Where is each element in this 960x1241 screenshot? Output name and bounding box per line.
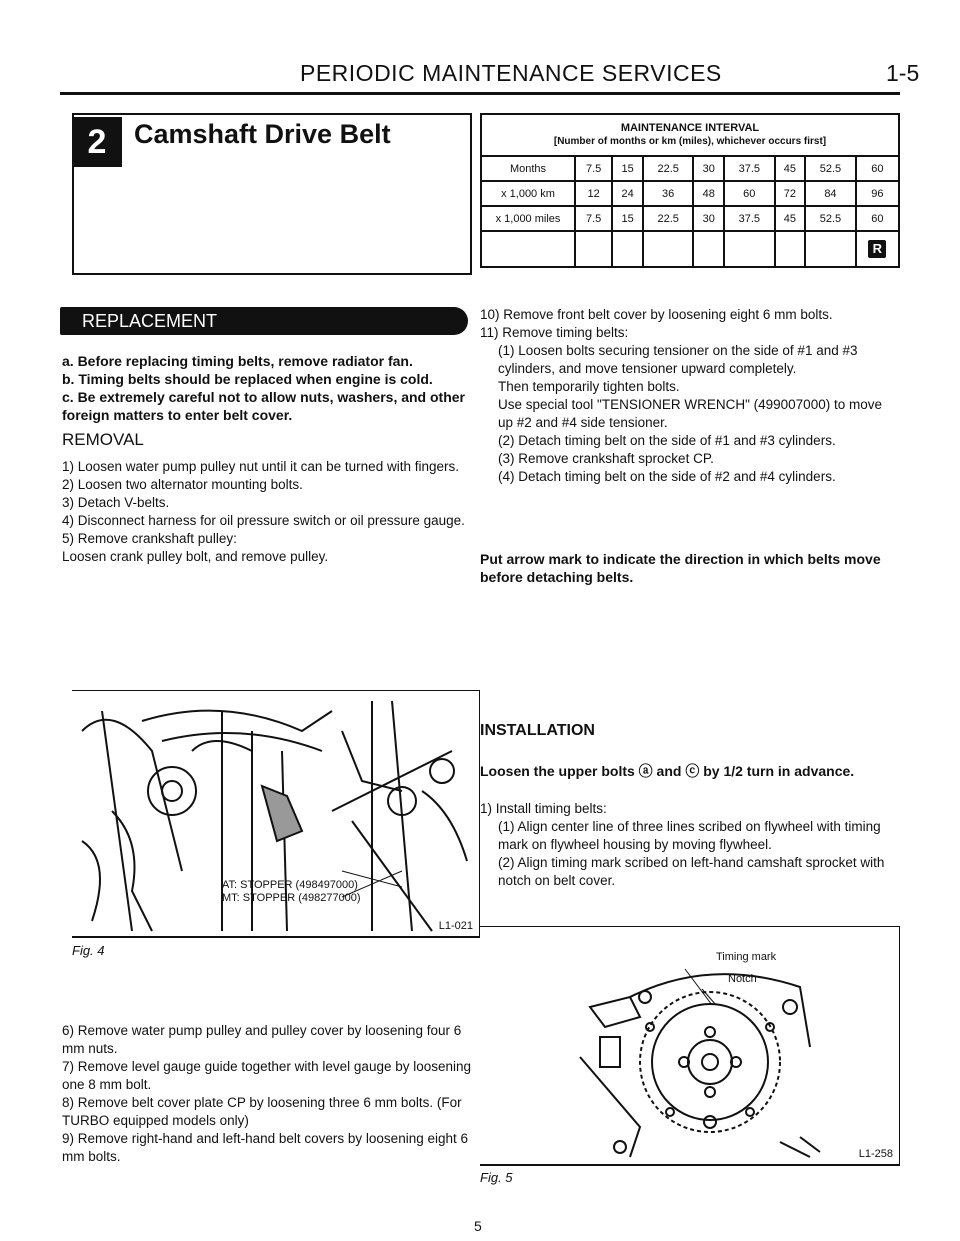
step-10: 10) Remove front belt cover by loosening eight 6 mm bolts.: [480, 307, 833, 322]
substep-3: (3) Remove crankshaft sprocket CP.: [498, 451, 714, 466]
table-cell: [481, 231, 575, 267]
step-5: 5) Remove crankshaft pulley:: [62, 531, 237, 546]
fig5-code: L1-258: [858, 1148, 893, 1160]
install-substep-2: (2) Align timing mark scribed on left-hand camshaft sprocket with notch on belt cover.: [498, 855, 885, 888]
table-cell: 60: [856, 206, 899, 231]
table-cell: 15: [612, 206, 643, 231]
table-row: [481, 206, 899, 231]
removal-steps-b: [62, 1022, 482, 1166]
step-5-detail: Loosen crank pulley bolt, and remove pulley.: [62, 549, 329, 564]
belt-direction-note: Put arrow mark to indicate the direction in which belts move before detaching belts.: [480, 551, 881, 585]
note-b: b. Timing belts should be replaced when engine is cold.: [62, 371, 433, 387]
replace-mark-badge: R: [868, 240, 886, 258]
step-9: 9) Remove right-hand and left-hand belt covers by loosening eight 6 mm bolts.: [62, 1131, 468, 1164]
substep-2: (2) Detach timing belt on the side of #1 and #3 cylinders.: [498, 433, 836, 448]
table-cell: 22.5: [643, 156, 693, 181]
step-2: 2) Loosen two alternator mounting bolts.: [62, 477, 303, 492]
table-cell: [805, 231, 855, 267]
table-cell: 72: [775, 181, 806, 206]
table-cell: [724, 231, 774, 267]
fig5-caption: Fig. 5: [480, 1170, 513, 1185]
row-label: Months: [481, 156, 575, 181]
step-1: 1) Loosen water pump pulley nut until it can be turned with fingers.: [62, 459, 459, 474]
page-number: 5: [474, 1218, 482, 1234]
substep-4: (4) Detach timing belt on the side of #2 and #4 cylinders.: [498, 469, 836, 484]
table-row: [481, 231, 899, 267]
row-label: x 1,000 km: [481, 181, 575, 206]
removal-steps-c: [480, 306, 900, 486]
table-cell: 24: [612, 181, 643, 206]
fig4-label-mt: MT: STOPPER (498277000): [222, 892, 361, 904]
step-11: 11) Remove timing belts:: [480, 325, 629, 340]
fig5-label-notch: Notch: [728, 973, 757, 985]
installation-steps: [480, 800, 900, 890]
table-cell: 48: [693, 181, 724, 206]
table-cell: 37.5: [724, 206, 774, 231]
table-cell: 30: [693, 206, 724, 231]
header-rule: [60, 92, 900, 95]
section-box: [72, 113, 472, 275]
table-cell: 60: [724, 181, 774, 206]
replacement-notes: [62, 352, 482, 424]
fig4-caption: Fig. 4: [72, 943, 105, 958]
step-8: 8) Remove belt cover plate CP by loosening three 6 mm bolts. (For TURBO equipped models only): [62, 1095, 462, 1128]
table-cell: 84: [805, 181, 855, 206]
table-cell: 15: [612, 156, 643, 181]
installation-heading: INSTALLATION: [480, 722, 595, 739]
table-cell: 12: [575, 181, 612, 206]
table-cell: [643, 231, 693, 267]
section-number-badge: 2: [72, 117, 122, 167]
table-heading: [481, 114, 899, 156]
table-cell: 60: [856, 156, 899, 181]
maintenance-interval-table: [480, 113, 900, 268]
fig4-code: L1-021: [438, 920, 473, 932]
removal-heading: REMOVAL: [62, 430, 144, 449]
table-row: [481, 181, 899, 206]
step-3: 3) Detach V-belts.: [62, 495, 170, 510]
table-cell: 37.5: [724, 156, 774, 181]
table-row: [481, 156, 899, 181]
table-cell: [856, 231, 899, 267]
install-substep-1: (1) Align center line of three lines scribed on flywheel with timing mark on flywheel housing by moving flywheel.: [498, 819, 881, 852]
fig5-label-timing-mark: Timing mark: [716, 951, 777, 963]
table-cell: 45: [775, 206, 806, 231]
table-cell: 96: [856, 181, 899, 206]
figure-5-sprocket-diagram: [480, 926, 900, 1166]
note-c: c. Be extremely careful not to allow nuts, washers, and other foreign matters to enter belt cover.: [62, 389, 465, 423]
table-cell: [775, 231, 806, 267]
page-header-title: PERIODIC MAINTENANCE SERVICES: [300, 60, 722, 86]
step-7: 7) Remove level gauge guide together with level gauge by loosening one 8 mm bolt.: [62, 1059, 472, 1092]
table-cell: 45: [775, 156, 806, 181]
page-header-number: 1-5: [886, 60, 920, 86]
table-cell: 7.5: [575, 156, 612, 181]
table-heading-line1: MAINTENANCE INTERVAL: [620, 122, 760, 134]
table-heading-line2: [Number of months or km (miles), whichever occurs first]: [553, 136, 827, 147]
replacement-banner: REPLACEMENT: [60, 307, 468, 335]
table-cell: 36: [643, 181, 693, 206]
section-title: Camshaft Drive Belt: [134, 119, 391, 149]
fig4-label-at: AT: STOPPER (498497000): [222, 879, 358, 891]
installation-note: Loosen the upper bolts ⓐ and ⓒ by 1/2 turn in advance.: [480, 763, 855, 779]
substep-1-b: Then temporarily tighten bolts.: [498, 379, 680, 394]
note-a: a. Before replacing timing belts, remove radiator fan.: [62, 353, 413, 369]
substep-1: (1) Loosen bolts securing tensioner on the side of #1 and #3 cylinders, and move tensioner upward completely.: [498, 343, 858, 376]
table-cell: 30: [693, 156, 724, 181]
substep-1-c: Use special tool "TENSIONER WRENCH" (499007000) to move up #2 and #4 side tensioner.: [498, 397, 882, 430]
table-cell: [612, 231, 643, 267]
row-label: x 1,000 miles: [481, 206, 575, 231]
table-cell: [693, 231, 724, 267]
table-cell: 52.5: [805, 156, 855, 181]
table-cell: 52.5: [805, 206, 855, 231]
step-6: 6) Remove water pump pulley and pulley cover by loosening four 6 mm nuts.: [62, 1023, 462, 1056]
figure-4-engine-photo: [72, 690, 480, 938]
step-4: 4) Disconnect harness for oil pressure switch or oil pressure gauge.: [62, 513, 465, 528]
table-cell: 7.5: [575, 206, 612, 231]
install-step-1: 1) Install timing belts:: [480, 801, 607, 816]
table-cell: [575, 231, 612, 267]
removal-steps-a: [62, 458, 482, 566]
table-cell: 22.5: [643, 206, 693, 231]
sprocket-illustration: [480, 927, 900, 1166]
